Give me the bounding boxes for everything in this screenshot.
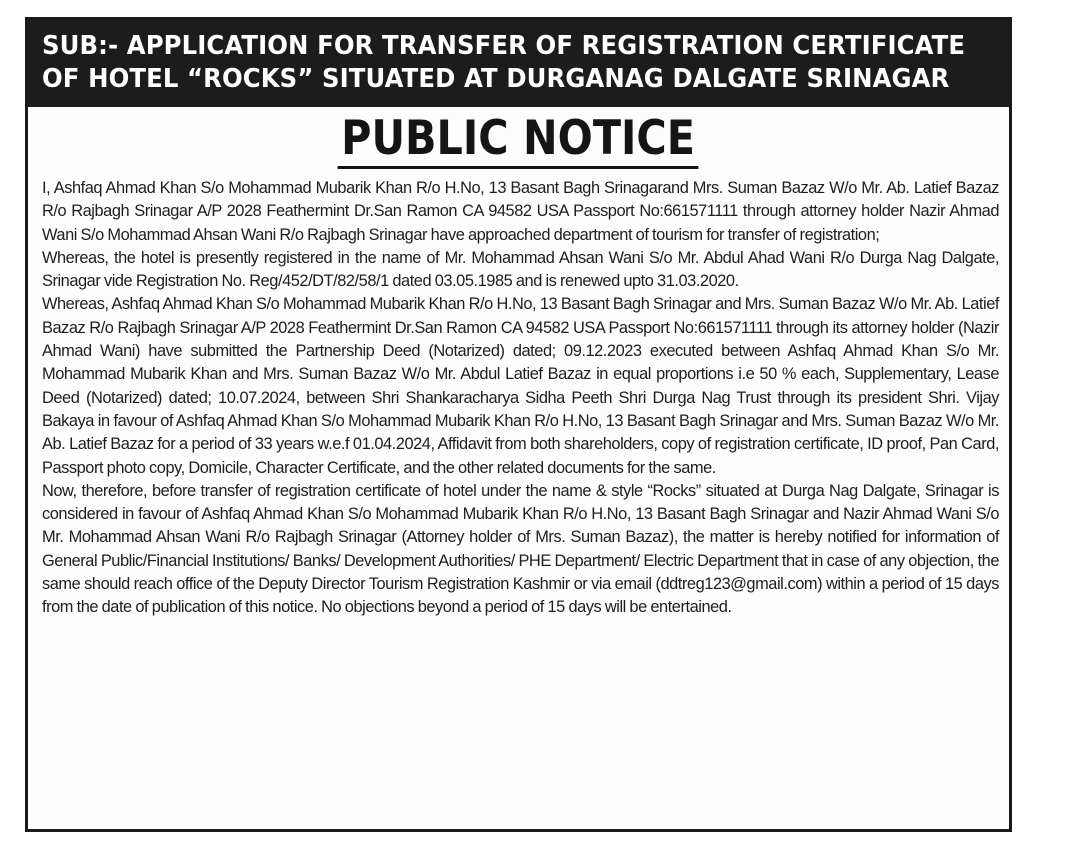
subject-line-1: SUB:- APPLICATION FOR TRANSFER OF REGISTRATION CERTIFICATE [42, 31, 966, 61]
notice-heading-text: PUBLIC NOTICE [338, 112, 699, 169]
paragraph-current-registration: Whereas, the hotel is presently registered in the name of Mr. Mohammad Ahsan Wani S/o Mr. Abdul Ahad Wani R/o Durga Nag Dalgate, Srinagar vide Registration No. Reg/452/DT/82/58/1 dated 03.05.1985 and is renewed upto 31.03.2020. [42, 248, 999, 291]
public-notice-box [25, 17, 1012, 832]
paragraph-objection-notice: Now, therefore, before transfer of registration certificate of hotel under the name & style “Rocks” situated at Durga Nag Dalgate, Srinagar is considered in favour of Ashfaq Ahmad Khan S/o Mohammad Mubarik Khan R/o H.No, 13 Basant Bagh Srinagar and Nazir Ahmad Wani S/o Mr. Mohammad Ahsan Wani R/o Rajbagh Srinagar (Attorney holder of Mrs. Suman Bazaz), the matter is hereby notified for information of General Public/Financial Institutions/ Banks/ Development Authorities/ PHE Department/ Electric Department that in case of any objection, the same should reach office of the Deputy Director Tourism Registration Kashmir or via email (ddtreg123@gmail.com) within a period of 15 days from the date of publication of this notice. No objections beyond a period of 15 days will be entertained. [42, 481, 999, 617]
paragraph-applicants: I, Ashfaq Ahmad Khan S/o Mohammad Mubarik Khan R/o H.No, 13 Basant Bagh Srinagarand Mrs. Suman Bazaz W/o Mr. Ab. Latief Bazaz R/o Rajbagh Srinagar A/P 2028 Feathermint Dr.San Ramon CA 94582 USA Passport No:661571111 through attorney holder Nazir Ahmad Wani S/o Mohammad Ahsan Wani R/o Rajbagh Srinagar have approached department of tourism for transfer of registration; [42, 179, 999, 244]
notice-heading [28, 110, 1009, 169]
paragraph-submitted-documents: Whereas, Ashfaq Ahmad Khan S/o Mohammad Mubarik Khan R/o H.No, 13 Basant Bagh Srinagar and Mrs. Suman Bazaz W/o Mr. Ab. Latief Bazaz R/o Rajbagh Srinagar A/P 2028 Feathermint Dr.San Ramon CA 94582 USA Passport No:661571111 through its attorney holder (Nazir Ahmad Wani) have submitted the Partnership Deed (Notarized) dated; 09.12.2023 executed between Ashfaq Ahmad Khan S/o Mr. Mohammad Mubarik Khan and Mrs. Suman Bazaz W/o Mr. Abdul Latief Bazaz in equal proportions i.e 50 % each, Supplementary, Lease Deed (Notarized) dated; 10.07.2024, between Shri Shankaracharya Sidha Peeth Shri Durga Nag Trust through its president Shri. Vijay Bakaya in favour of Ashfaq Ahmad Khan S/o Mohammad Mubarik Khan R/o H.No, 13 Basant Bagh Srinagar and Mrs. Suman Bazaz W/o Mr. Ab. Latief Bazaz for a period of 33 years w.e.f 01.04.2024, Affidavit from both shareholders, copy of registration certificate, ID proof, Pan Card, Passport photo copy, Domicile, Character Certificate, and the other related documents for the same. [42, 295, 999, 477]
subject-bar [28, 20, 1009, 107]
subject-line-2: OF HOTEL “ROCKS” SITUATED AT DURGANAG DALGATE SRINAGAR [42, 64, 950, 94]
notice-body [42, 177, 999, 620]
